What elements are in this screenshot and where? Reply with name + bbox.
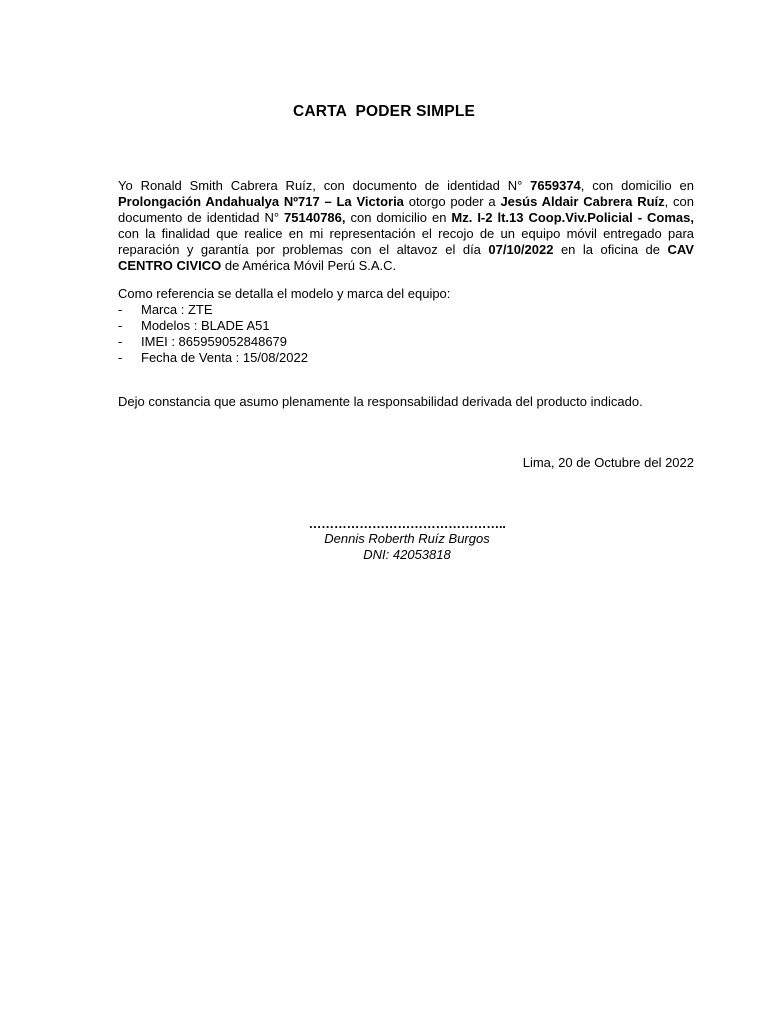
delivery-date: 07/10/2022 bbox=[488, 242, 554, 257]
paragraph1-text-3: otorgo poder a bbox=[403, 194, 501, 209]
paragraph1-text-7: en la oficina de bbox=[553, 242, 668, 257]
device-details-list bbox=[118, 302, 694, 366]
signature-block bbox=[257, 517, 557, 562]
device-details-intro: Como referencia se detalla el modelo y marca del equipo: bbox=[118, 286, 451, 301]
list-item-text: Marca : ZTE bbox=[141, 302, 213, 317]
paragraph-device-details bbox=[118, 286, 694, 366]
attorney-name: Jesús Aldair Cabrera Ruíz bbox=[500, 194, 665, 209]
paragraph1-text-2: , con domicilio en bbox=[580, 178, 694, 193]
list-dash: - bbox=[118, 350, 123, 365]
paragraph1-text-5: con domicilio en bbox=[345, 210, 452, 225]
list-item bbox=[118, 318, 694, 334]
paragraph-responsibility: Dejo constancia que asumo plenamente la responsabilidad derivada del producto indicado. bbox=[118, 394, 643, 409]
grantor-dni: 7659374 bbox=[530, 178, 581, 193]
list-item bbox=[118, 302, 694, 318]
place-and-date: Lima, 20 de Octubre del 2022 bbox=[522, 455, 694, 470]
attorney-address: Mz. I-2 lt.13 Coop.Viv.Policial - Comas, bbox=[451, 210, 694, 225]
office-name: CAV CENTRO CIVICO bbox=[118, 242, 694, 273]
document-title: CARTA PODER SIMPLE bbox=[292, 103, 476, 120]
list-dash: - bbox=[118, 318, 123, 333]
grantor-address: Prolongación Andahualya Nº717 – La Victoria bbox=[118, 194, 404, 209]
list-dash: - bbox=[118, 302, 123, 317]
paragraph-grant-of-power bbox=[118, 178, 694, 274]
paragraph1-text-6: con la finalidad que realice en mi representación el recojo de un equipo móvil entregado para reparación y garantía por problemas con el altavoz el día bbox=[118, 226, 694, 257]
list-item-text: IMEI : 865959052848679 bbox=[141, 334, 288, 349]
signature-line: ……………………………………….. bbox=[308, 516, 506, 531]
paragraph1-text-1: Yo Ronald Smith Cabrera Ruíz, con documento de identidad N° bbox=[118, 178, 531, 193]
list-item bbox=[118, 334, 694, 350]
list-item bbox=[118, 350, 694, 366]
list-dash: - bbox=[118, 334, 123, 349]
paragraph1-text-8: de América Móvil Perú S.A.C. bbox=[221, 258, 397, 273]
signatory-name: Dennis Roberth Ruíz Burgos bbox=[324, 531, 490, 546]
attorney-dni: 75140786, bbox=[284, 210, 346, 225]
paragraph1-text-4: , con documento de identidad N° bbox=[118, 194, 695, 225]
signatory-dni: DNI: 42053818 bbox=[363, 546, 451, 562]
list-item-text: Fecha de Venta : 15/08/2022 bbox=[141, 350, 308, 365]
list-item-text: Modelos : BLADE A51 bbox=[141, 318, 270, 333]
